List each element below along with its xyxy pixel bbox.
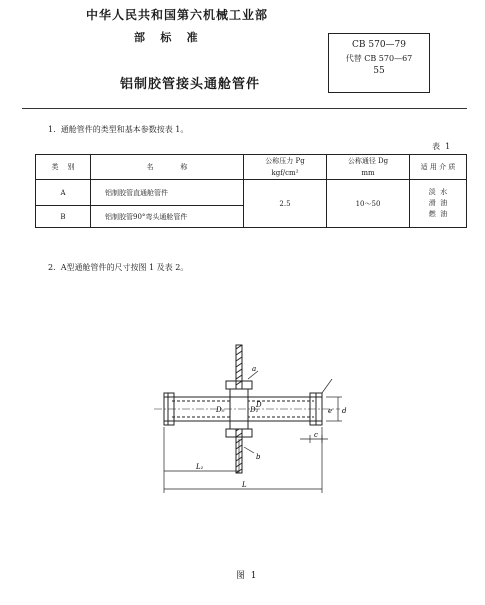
header-category: 类 别 (36, 155, 91, 180)
figure-caption: 图 1 (236, 571, 257, 581)
standard-number: 55 (373, 66, 385, 76)
section1-text: 1. 通舱管件的类型和基本参数按表 1。 (48, 125, 189, 134)
header-rule (22, 108, 467, 109)
row-b-category: B (36, 206, 91, 228)
header-name: 名 称 (91, 155, 244, 180)
medium-fresh-water: 淡 水 (428, 188, 448, 196)
pressure-value: 2.5 (244, 180, 327, 228)
document-title: 铝制胶管接头通舱管件 (120, 77, 261, 92)
row-a-category: A (36, 180, 91, 206)
diameter-value: 10～50 (327, 180, 410, 228)
label-d: d (342, 407, 347, 415)
label-c: c (314, 431, 318, 439)
label-b: b (256, 453, 261, 461)
table-header-row (36, 155, 467, 168)
medium-lube-oil: 滑 油 (428, 199, 448, 207)
standard-code-box (328, 33, 430, 93)
header-pressure: 公称压力 Pg (244, 155, 327, 168)
label-d2: D (256, 401, 262, 409)
row-a-name: 铝制胶管直通舱管件 (91, 180, 244, 206)
header-medium: 适 用 介 质 (410, 155, 467, 180)
medium-fuel-oil: 燃 油 (428, 210, 448, 218)
label-d1: D₁ (250, 406, 259, 414)
label-l1: L₁ (196, 463, 204, 471)
replaces-code: 代替 CB 570—67 (345, 54, 413, 63)
standard-code: CB 570—79 (352, 40, 406, 50)
ministry-heading: 中华人民共和国第六机械工业部 (86, 8, 269, 22)
label-a: a (252, 365, 257, 373)
header-diameter-unit: mm (327, 167, 410, 180)
header-diameter: 公称通径 Dg (327, 155, 410, 168)
standard-heading: 部 标 准 (134, 31, 198, 44)
table-label: 表 1 (432, 142, 451, 151)
section2-text: 2. A型通舱管件的尺寸按图 1 及表 2。 (48, 263, 189, 272)
label-l: L (242, 481, 247, 489)
parameter-table (35, 154, 467, 228)
table-row (36, 180, 467, 206)
label-e: e (328, 407, 333, 415)
label-d0: D₀ (216, 406, 225, 414)
row-b-name: 铝制胶管90°弯头通舱管件 (91, 206, 244, 228)
fitting-drawing (150, 335, 350, 500)
media-cell (410, 180, 467, 228)
header-pressure-unit: kgf/cm² (244, 167, 327, 180)
